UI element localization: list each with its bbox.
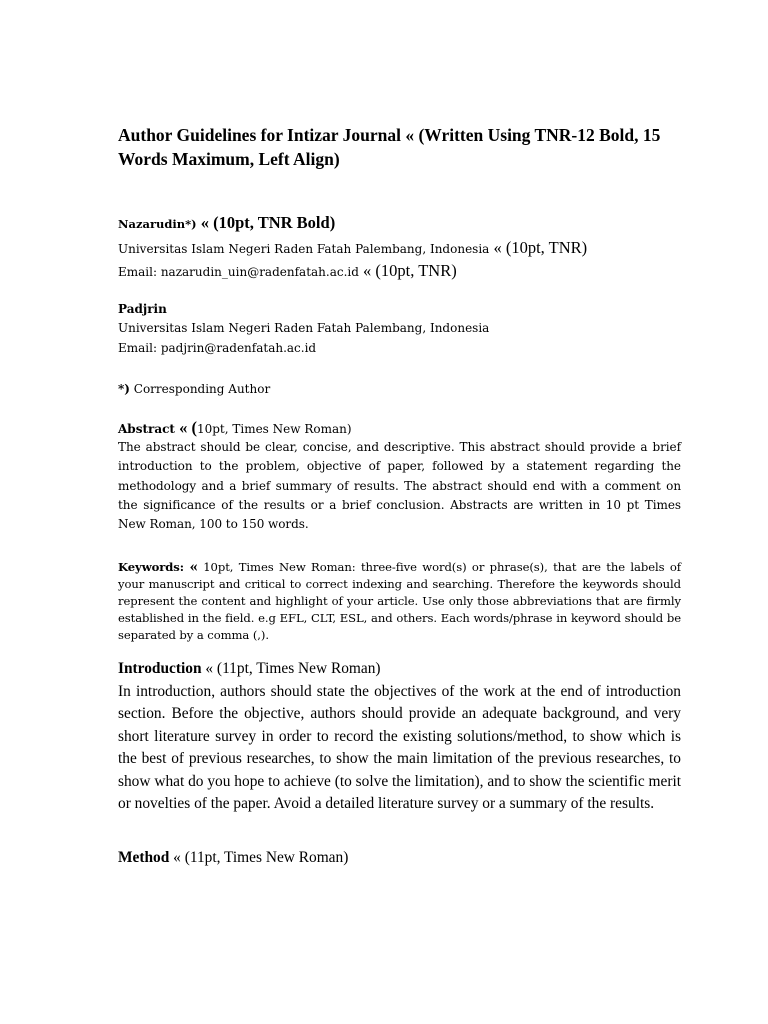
- author1-affiliation-note: « (10pt, TNR): [489, 238, 588, 257]
- author1-email: Email: nazarudin_uin@radenfatah.ac.id: [118, 265, 359, 279]
- author1-email-line: [118, 261, 457, 281]
- introduction-note-mark: « (: [201, 660, 223, 677]
- abstract-heading-line: [118, 418, 352, 438]
- keywords-body: 10pt, Times New Roman: three-five word(s) or phrase(s), that are the labels of your manuscript and critical to correct indexing and searching. Therefore the keywords should represent the content and highlight of your article. Use only those abbreviations that are firmly established in the field. e.g EFL, CLT, ESL, and others. Each words/phrase in keyword should be separated by a comma (,).: [118, 560, 681, 642]
- corresponding-text: Corresponding Author: [129, 382, 271, 396]
- introduction-heading-line: [118, 660, 381, 678]
- introduction-note: 11pt, Times New Roman): [222, 660, 381, 677]
- keywords-note-mark: «: [183, 558, 204, 575]
- introduction-heading: Introduction: [118, 660, 202, 677]
- author1-name-note: « (10pt, TNR Bold): [196, 213, 336, 232]
- method-heading: Method: [118, 849, 170, 866]
- author1-email-note: « (10pt, TNR): [358, 261, 457, 280]
- abstract-heading: Abstract: [118, 422, 175, 436]
- author1-name-line: [118, 213, 335, 233]
- author2-affiliation: Universitas Islam Negeri Raden Fatah Palembang, Indonesia: [118, 321, 490, 335]
- abstract-body: The abstract should be clear, concise, and descriptive. This abstract should provide a brief introduction to the problem, objective of paper, followed by a statement regarding the methodology and a brief summary of results. The abstract should end with a comment on the significance of the results or a brief conclusion. Abstracts are written in 10 pt Times New Roman, 100 to 150 words.: [118, 440, 681, 532]
- method-note: 11pt, Times New Roman): [189, 849, 349, 866]
- corresponding-marker: *): [118, 382, 130, 396]
- corresponding-author: [118, 378, 270, 397]
- keywords-block: [118, 558, 681, 644]
- method-heading-line: [118, 849, 348, 867]
- abstract-note-mark: « (: [174, 418, 197, 437]
- keywords-heading: Keywords:: [118, 560, 184, 574]
- abstract-note: 10pt, Times New Roman): [196, 422, 352, 436]
- author1-affiliation: Universitas Islam Negeri Raden Fatah Palembang, Indonesia: [118, 242, 490, 256]
- author1-affiliation-line: [118, 238, 587, 258]
- method-note-mark: « (: [169, 849, 190, 866]
- introduction-body: In introduction, authors should state the objectives of the work at the end of introduction section. Before the objective, authors should provide an adequate background, and very short literature survey in order to record the existing solutions/method, to show which is the best of previous researches, to show the main limitation of the previous researches, to show what do you hope to achieve (to solve the limitation), and to show the scientific merit or novelties of the paper. Avoid a detailed literature survey or a summary of the results.: [118, 683, 681, 813]
- paper-title: Author Guidelines for Intizar Journal « (Written Using TNR-12 Bold, 15 Words Maximum, Left Align): [118, 125, 661, 169]
- author1-name: Nazarudin*): [118, 217, 197, 231]
- author2-email: Email: padjrin@radenfatah.ac.id: [118, 341, 317, 355]
- author2-name: Padjrin: [118, 302, 167, 316]
